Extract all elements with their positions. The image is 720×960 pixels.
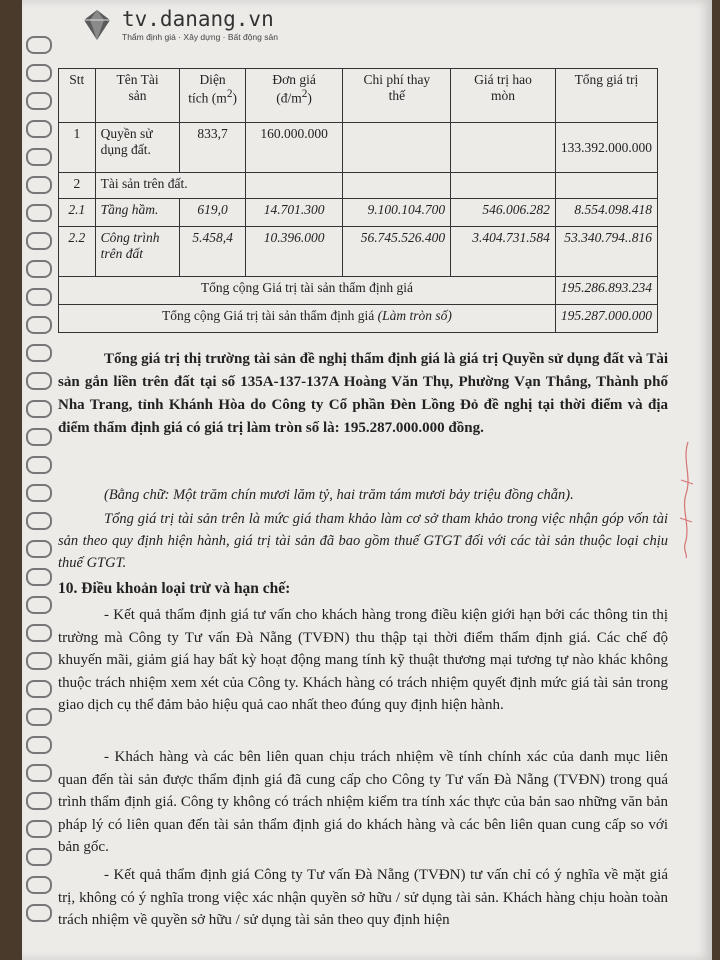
cell-price: 10.396.000 — [245, 227, 343, 277]
cell-stt: 2.2 — [59, 227, 96, 277]
header-stt: Stt — [59, 69, 96, 123]
table-row — [59, 227, 658, 277]
header-area: Diện tích $(m^2)$ — [180, 69, 245, 123]
cell-name: Tầng hầm. — [95, 199, 180, 227]
valuation-table — [58, 68, 658, 333]
clause-paragraph-1: - Kết quả thẩm định giá tư vấn cho khách hàng trong điều kiện giới hạn bởi các thông tin thị trường mà Công ty Tư vấn Đà Nẵng (TVĐN) thu thập tại thời điểm thẩm định giá. Các chế độ khuyến mãi, giảm giá hay bất kỳ hoạt động mang tính kỹ thuật thương mại tương tự nào khác không thuộc trách nhiệm xem xét của Công ty. Khách hàng có trách nhiệm quyết định mức giá tài sản trong giao dịch cụ thể đảm bảo hiệu quả cao nhất theo đúng quy định hiện hành. — [58, 607, 668, 713]
header-depreciation: Giá trị hao mòn — [451, 69, 556, 123]
cell-total: 53.340.794..816 — [555, 227, 657, 277]
cell-total — [555, 173, 657, 199]
cell-name: Quyền sử dụng đất. — [95, 123, 180, 173]
clause-paragraph-2: - Khách hàng và các bên liên quan chịu trách nhiệm về tính chính xác của danh mục liên quan đến tài sản được thẩm định giá đã cung cấp cho Công ty Tư vấn Đà Nẵng (TVĐN) trong quá trình thẩm định giá. Công ty không có trách nhiệm kiểm tra tính xác thực của bản sao những văn bản pháp lý có liên quan đến tài sản thẩm định giá do khách hàng và các bên liên quan cung cấp so với bản gốc. — [58, 749, 668, 855]
brand-name: tv.danang.vn — [122, 7, 274, 31]
reference-note-paragraph: Tổng giá trị tài sản trên là mức giá tham khảo làm cơ sở tham khảo trong việc nhận góp vốn tài sản theo quy định hiện hành, giá trị tài sản đã bao gồm thuế GTGT đối với các tài sản thuộc loại chịu thuế GTGT. — [58, 511, 668, 571]
rounded-label: Tổng cộng Giá trị tài sản thẩm định giá (Làm tròn số) — [59, 305, 556, 333]
cell-name: Công trình trên đất — [95, 227, 180, 277]
cell-area: 5.458,4 — [180, 227, 245, 277]
cell-replacement — [343, 123, 451, 173]
sum-value: 195.286.893.234 — [555, 277, 657, 305]
table-rounded-row — [59, 305, 658, 333]
cell-replacement: 56.745.526.400 — [343, 227, 451, 277]
company-header — [80, 8, 278, 42]
header-unit-price: Đơn giá $(đ/m^2)$ — [245, 69, 343, 123]
cell-total: 133.392.000.000 — [555, 123, 657, 173]
handwritten-margin-mark — [676, 440, 698, 560]
cell-stt: 2.1 — [59, 199, 96, 227]
header-name: Tên Tài sản — [95, 69, 180, 123]
cell-depreciation: 3.404.731.584 — [451, 227, 556, 277]
spiral-binding — [22, 30, 50, 960]
table-row — [59, 199, 658, 227]
diamond-logo-icon — [80, 8, 114, 42]
clause-paragraph-3: - Kết quả thẩm định giá Công ty Tư vấn Đà Nẵng (TVĐN) tư vấn chỉ có ý nghĩa về mặt giá trị, không có ý nghĩa trong việc xác nhận quyền sở hữu / sử dụng tài sản. Khách hàng chịu hoàn toàn trách nhiệm về quyền sở hữu / sử dụng tài sản theo quy định hiện — [58, 867, 668, 928]
brand-tagline: Thẩm định giá · Xây dựng · Bất động sản — [122, 32, 278, 42]
cell-area: 619,0 — [180, 199, 245, 227]
rounded-value: 195.287.000.000 — [555, 305, 657, 333]
header-total: Tổng giá trị — [555, 69, 657, 123]
document-page — [22, 0, 712, 960]
cell-depreciation — [451, 123, 556, 173]
cell-stt: 2 — [59, 173, 96, 199]
table-row — [59, 123, 658, 173]
cell-depreciation — [451, 173, 556, 199]
cell-stt: 1 — [59, 123, 96, 173]
section-10-heading: 10. Điều khoản loại trừ và hạn chế: — [58, 580, 291, 597]
cell-depreciation: 546.006.282 — [451, 199, 556, 227]
cell-replacement: 9.100.104.700 — [343, 199, 451, 227]
table-row — [59, 173, 658, 199]
cell-replacement — [343, 173, 451, 199]
sum-label: Tổng cộng Giá trị tài sản thẩm định giá — [59, 277, 556, 305]
cell-name: Tài sản trên đất. — [95, 173, 245, 199]
cell-total: 8.554.098.418 — [555, 199, 657, 227]
cell-area: 833,7 — [180, 123, 245, 173]
table-header-row — [59, 69, 658, 123]
table-sum-row — [59, 277, 658, 305]
cell-price — [245, 173, 343, 199]
cell-price: 14.701.300 — [245, 199, 343, 227]
cell-price: 160.000.000 — [245, 123, 343, 173]
summary-paragraph: Tổng giá trị thị trường tài sản đề nghị thẩm định giá là giá trị Quyền sử dụng đất và Tài sản gắn liền trên đất tại số 135A-137-137A Hoàng Văn Thụ, Phường Vạn Thắng, Thành phố Nha Trang, tỉnh Khánh Hòa do Công ty Cổ phần Đèn Lồng Đỏ đề nghị tại thời điểm và địa điểm thẩm định giá có giá trị làm tròn số là: 195.287.000.000 đồng. — [58, 351, 668, 436]
amount-in-words: (Bằng chữ: Một trăm chín mươi lăm tỷ, hai trăm tám mươi bảy triệu đồng chẵn). — [104, 487, 574, 503]
header-replacement-cost: Chi phí thay thế — [343, 69, 451, 123]
